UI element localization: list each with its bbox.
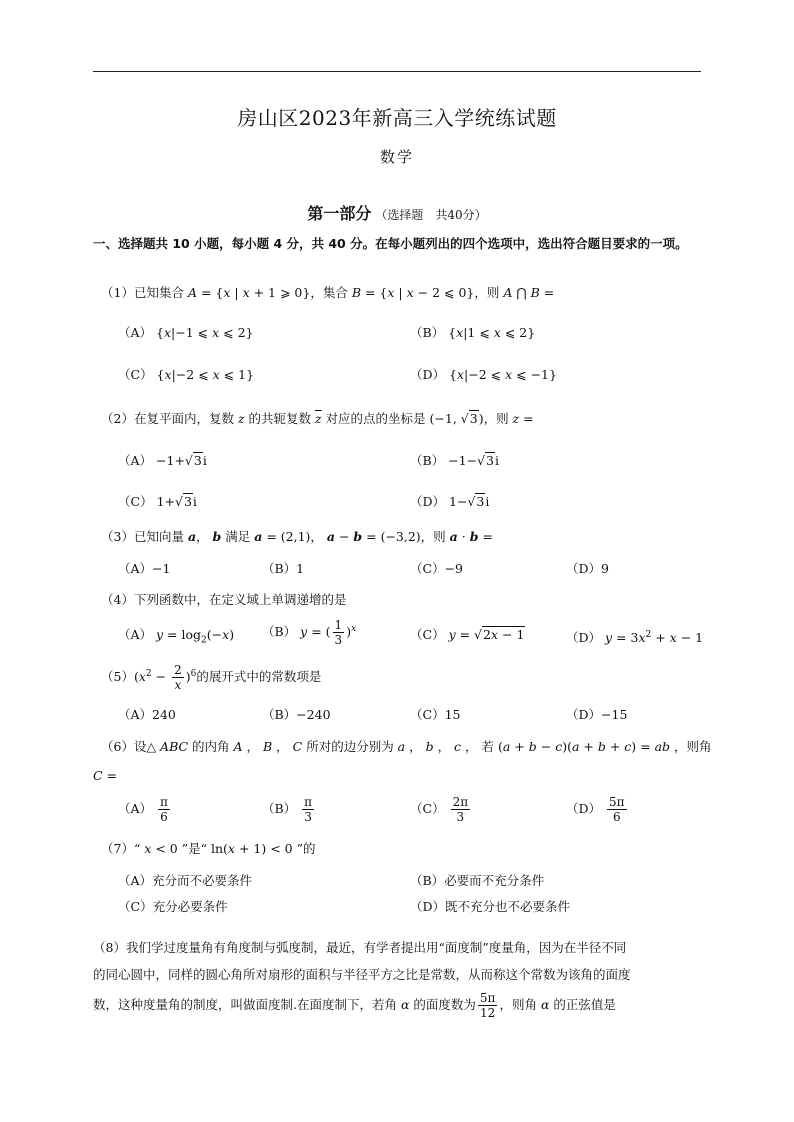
q1-a-label: （A）: [118, 325, 153, 340]
q5-tail: 的展开式中的常数项是: [196, 669, 322, 684]
q1-option-a: （A） {x|−1 ⩽ x ⩽ 2}: [118, 325, 254, 340]
q2-c-label: （C）: [118, 494, 153, 509]
q7-num: （7）: [101, 841, 134, 856]
q4-a-label: （A）: [118, 627, 153, 642]
q4-d-label: （D）: [566, 630, 602, 646]
subject-title: 数学: [379, 148, 414, 166]
part-heading-label: 第一部分: [307, 204, 372, 223]
page-title: 房山区2023年新高三入学统练试题: [237, 106, 557, 130]
q4-option-b: （B） y = ( $\frac{1}{3}$ )$^x$: [262, 618, 357, 647]
section-instruction: 一、选择题共 10 小题，每小题 4 分，共 40 分。在每小题列出的四个选项中，选出符合题目要求的一项。: [93, 236, 688, 251]
q4-c-label: （C）: [410, 627, 445, 642]
question-3: （3）已知向量 a， b 满足 a = (2,1)， a − b = (−3,2)，则 a · b =: [101, 529, 493, 544]
q3-option-d: （D）9: [566, 561, 609, 576]
q2-b-label: （B）: [410, 453, 445, 468]
q7-option-d: （D）既不充分也不必要条件: [410, 899, 571, 914]
q2-num: （2）: [101, 411, 134, 426]
q2-d-value: 1−: [449, 494, 468, 509]
q8-line-1: （8）我们学过度量角有角度制与弧度制，最近，有学者提出用“面度制”度量角，因为在半径不同: [93, 940, 627, 955]
q5-option-c: （C）15: [410, 707, 461, 722]
q6-b-label: （B）: [262, 801, 297, 816]
top-rule: [93, 71, 701, 72]
q2-option-a: （A） −1+√3i: [118, 453, 207, 468]
q1-d-label: （D）: [410, 367, 446, 382]
q4-option-c: （C） y = √2x − 1: [410, 627, 525, 642]
part-note: （选择题 共40分）: [375, 208, 487, 222]
q6-option-d: （D） $\frac{5\pi}{6}$: [566, 795, 625, 824]
q7-option-c: （C）充分必要条件: [118, 899, 228, 914]
q6-d-label: （D）: [566, 801, 602, 816]
q1-num: （1）: [101, 285, 134, 300]
question-2: （2）在复平面内，复数 z 的共轭复数 $\overline{z}$ 对应的点的坐标是 (−1, √3)，则 z =: [101, 411, 534, 426]
q2-d-label: （D）: [410, 494, 446, 509]
part-heading: [0, 201, 794, 224]
q8-line-3b: 的面度数为: [413, 997, 476, 1012]
q6-a-label: （A）: [118, 801, 153, 816]
question-6: （6）设△ ABC 的内角 A ， B ， C 所对的边分别为 a ， b ， c ， 若 (a + b − c)(a + b + c) = ab ，则角: [101, 739, 712, 754]
q4-option-a: （A） $y = \log_2(-x)$: [118, 627, 235, 646]
q1-b-label: （B）: [410, 325, 445, 340]
q1-c-label: （C）: [118, 367, 153, 382]
q3-option-b: （B）1: [262, 561, 305, 576]
question-1: （1）已知集合 A = {x | x + 1 ⩾ 0}，集合 B = {x | x − 2 ⩽ 0}，则 A ⋂ B =: [101, 285, 555, 300]
question-5: $(5)(x^2$ − $\frac{2}{x}$ )$^6$的展开式中的常数项是: [101, 663, 322, 692]
q6-option-b: （B） $\frac{\pi}{3}$: [262, 795, 313, 824]
q3-option-c: （C）−9: [410, 561, 463, 576]
q5-num: （5）: [101, 669, 134, 684]
question-8: [93, 934, 705, 1022]
question-6-cont: C =: [93, 768, 118, 783]
q8-line-3d: 的正弦值是: [553, 997, 616, 1012]
q8-line-2: 的同心圆中，同样的圆心角所对扇形的面积与半径平方之比是常数，从而称这个常数为该角的面度: [93, 967, 631, 982]
q7-option-a: （A）充分而不必要条件: [118, 873, 253, 888]
q6-option-c: （C） $\frac{2\pi}{3}$: [410, 795, 469, 824]
q6-option-a: （A） $\frac{\pi}{6}$: [118, 795, 168, 824]
q1-option-c: （C） {x|−2 ⩽ x ⩽ 1}: [118, 367, 255, 382]
q5-option-a: （A）240: [118, 707, 176, 722]
q2-option-b: （B） −1−√3i: [410, 453, 499, 468]
q2-a-label: （A）: [118, 453, 153, 468]
q4-b-label: （B）: [262, 624, 297, 639]
q6-c-label: （C）: [410, 801, 445, 816]
q2-option-c: （C） 1+√3i: [118, 494, 197, 509]
q8-line-3c: ，则角: [499, 997, 537, 1012]
q8-line-3a: 数，这种度量角的制度，叫做面度制.在面度制下，若角: [93, 997, 397, 1012]
q5-option-d: （D）−15: [566, 707, 628, 722]
q3-num: （3）: [101, 529, 134, 544]
q2-a-value: −1+: [156, 453, 185, 468]
q2-b-value: −1−: [448, 453, 478, 468]
q3-option-a: （A）−1: [118, 561, 171, 576]
q8-line-3: 数，这种度量角的制度，叫做面度制.在面度制下，若角 α 的面度数为 $\frac{5\pi}{12}$ ，则角 α 的正弦值是: [93, 991, 616, 1020]
q7-option-b: （B）必要而不充分条件: [410, 873, 545, 888]
q1-option-d: （D） {x|−2 ⩽ x ⩽ −1}: [410, 367, 557, 382]
q6-num: （6）: [101, 739, 134, 754]
q5-option-b: （B）−240: [262, 707, 331, 722]
q2-option-d: （D） 1−√3i: [410, 494, 490, 509]
q4-option-d: （D） $y = 3x^2 + x - 1$: [566, 630, 704, 646]
q2-c-value: 1+: [156, 494, 175, 509]
question-4: （4）下列函数中，在定义域上单调递增的是: [101, 592, 347, 607]
question-7: （7）“ x < 0 ”是“ ln(x + 1) < 0 ”的: [101, 841, 316, 856]
q1-option-b: （B） {x|1 ⩽ x ⩽ 2}: [410, 325, 536, 340]
